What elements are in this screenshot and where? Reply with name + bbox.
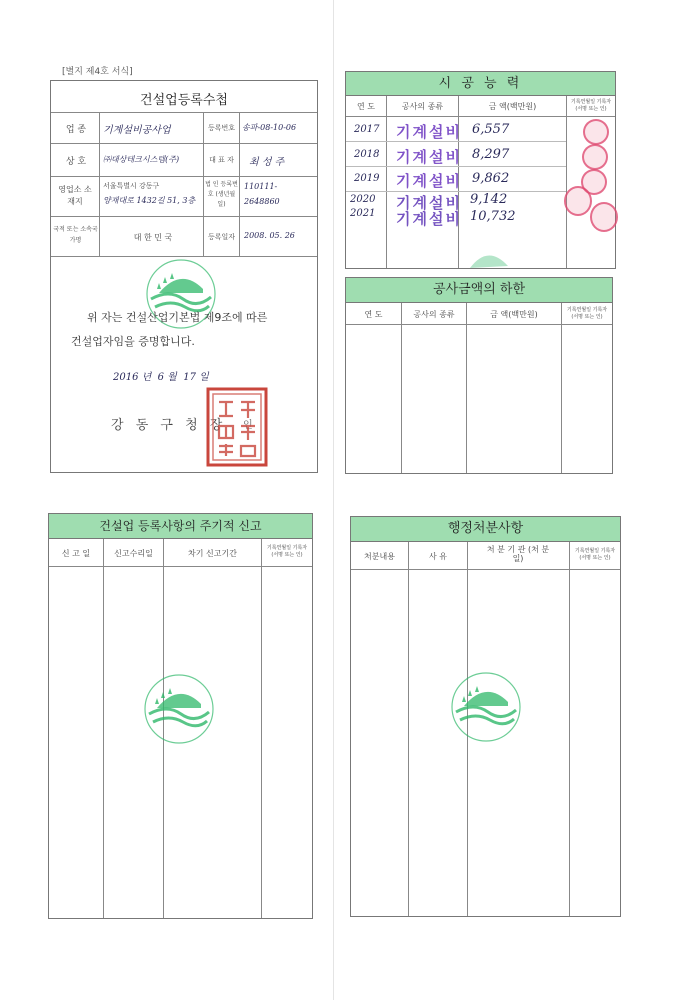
lower-limit-header-record: 기록연월일 기록자 (서명 또는 인) [566,307,608,320]
capability-year-2018: 2018 [354,149,380,160]
government-logo-watermark [446,672,526,742]
periodic-report-title: 건설업 등록사항의 주기적 신고 [49,514,312,539]
capability-amount-2018: 8,297 [472,147,510,162]
capability-type-2021: 기계설비 [396,210,462,228]
representative-value: 최 성 주 [249,157,285,168]
capability-amount-2019: 9,862 [472,171,510,186]
capability-header-record: 기록연월일 기록자 (서명 또는 인) [570,99,612,112]
registration-number-value: 송파-08-10-06 [242,123,297,132]
registration-date-label: 등록일자 [207,233,236,241]
business-type-label: 업 종 [65,125,87,135]
capability-type-2017: 기계설비 [396,123,462,141]
issuer-name: 강 동 구 청 장 [111,418,227,433]
periodic-header-accept-date: 신고수리일 [114,549,153,558]
periodic-report-panel [48,513,313,919]
office-address-label: 영업소 소재지 [58,185,92,206]
capability-year-2020: 2020 [350,194,376,205]
periodic-header-next-period: 차기 신고기간 [188,549,237,558]
capability-year-2017: 2017 [354,124,380,135]
corp-registration-line2: 2648860 [244,197,280,206]
lower-limit-title: 공사금액의 하한 [346,278,612,303]
capability-header-year: 연 도 [357,102,375,111]
record-seal-stamp [582,144,608,170]
certification-statement-line2: 건설업자임을 증명합니다. [71,335,195,348]
capability-type-2020: 기계설비 [396,194,462,212]
periodic-header-record: 기록연월일 기록자 (서명 또는 인) [266,545,308,558]
admin-header-reason: 사 유 [429,552,447,561]
contract-amount-lower-limit-panel [345,277,613,474]
corp-registration-label: 법 인 등록번호 (생년월일) [205,181,238,208]
capability-year-2019: 2019 [354,173,380,184]
representative-label: 대 표 자 [209,156,234,164]
admin-header-content: 처분내용 [364,552,395,561]
capability-header-type: 공사의 종류 [401,102,444,111]
capability-title: 시 공 능 력 [346,72,615,96]
registration-number-label: 등록번호 [207,124,236,132]
company-name-label: 상 호 [65,157,87,167]
admin-header-authority: 처 분 기 관 (처 분 일) [486,545,550,563]
nationality-value: 대 한 민 국 [133,233,173,242]
office-address-line2: 양재대로 1432길 51, 3층 [103,196,196,205]
capability-amount-2017: 6,557 [472,122,510,137]
capability-type-2019: 기계설비 [396,172,462,190]
lower-limit-header-year: 연 도 [364,310,383,319]
registration-date-value: 2008. 05. 26 [244,231,295,240]
corp-registration-line1: 110111- [244,182,278,191]
capability-header-amount: 금 액(백만원) [488,102,537,111]
office-address-line1: 서울특별시 강동구 [103,182,160,190]
government-logo-watermark [458,240,518,270]
record-seal-stamp [564,186,592,216]
construction-capability-panel [345,71,616,269]
company-name-value: ㈜대상테크시스템(주) [103,155,180,164]
capability-year-2021: 2021 [350,208,376,219]
capability-type-2018: 기계설비 [396,148,462,166]
periodic-header-report-date: 신 고 일 [61,549,91,558]
record-seal-stamp [590,202,618,232]
page-fold-line [333,0,334,1000]
capability-amount-2020: 9,142 [470,192,508,207]
lower-limit-header-type: 공사의 종류 [413,310,455,319]
record-seal-stamp [583,119,609,145]
admin-header-record: 기록연월일 기록자 (서명 또는 인) [574,548,616,561]
lower-limit-header-amount: 금 액(백만원) [490,310,538,319]
capability-amount-2021: 10,732 [470,209,516,224]
admin-disposition-title: 행정처분사항 [351,517,620,542]
certificate-title: 건설업등록수첩 [140,93,228,108]
certification-statement-line1: 위 자는 건설산업기본법 제9조에 따른 [87,311,268,324]
nationality-label: 국적 또는 소속국가명 [53,226,98,244]
government-logo-watermark [139,674,219,744]
form-number-label: [별지 제4호 서식] [62,67,133,77]
certificate-panel [50,80,318,473]
administrative-disposition-panel [350,516,621,917]
business-type-value: 기계설비공사업 [103,125,171,136]
issue-date: 2016 년 6 월 17 일 [113,372,209,383]
issuer-seal-mark: 인 [243,420,253,431]
official-red-seal [205,386,269,468]
